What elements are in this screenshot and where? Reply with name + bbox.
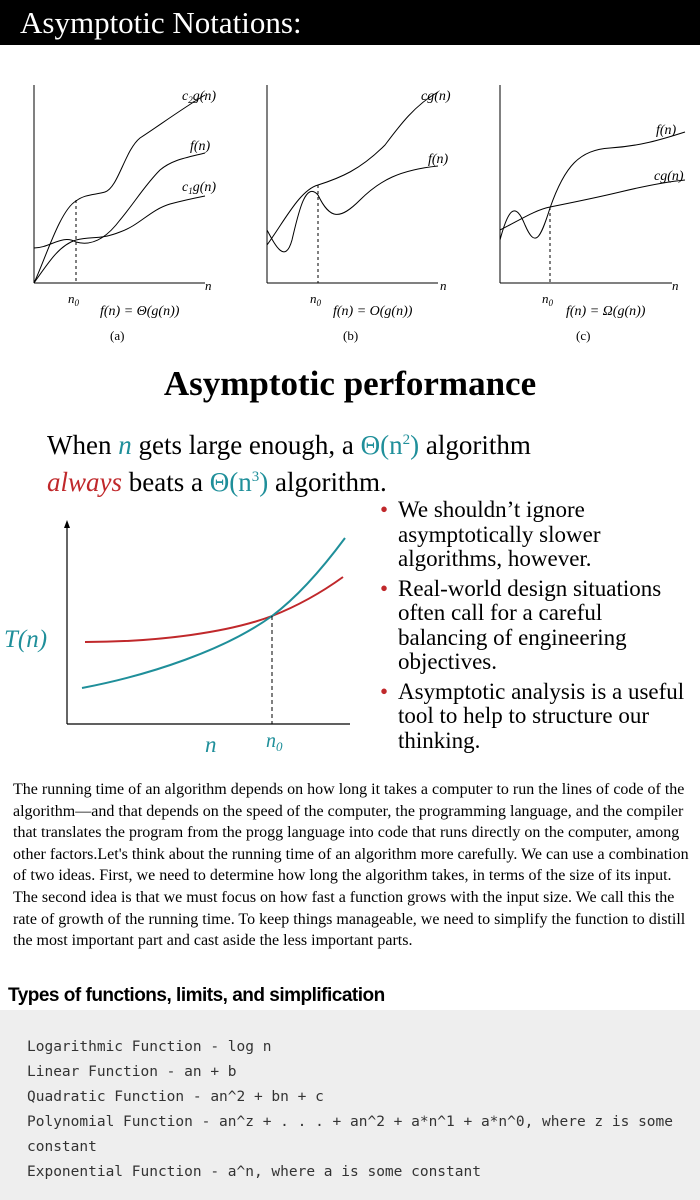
graph-a-f-curve xyxy=(34,153,205,248)
performance-statement: When n gets large enough, a $\Theta(n^2)$ algorithm always beats a $\Theta(n^3)$ algorithm. xyxy=(47,430,531,497)
graph-c-cg-curve xyxy=(500,180,685,230)
bullet-item: • Real-world design situations often call for a careful balancing of engineering objectives. xyxy=(378,577,696,675)
graph-b-label-n: n xyxy=(440,278,447,293)
graph-omega xyxy=(500,85,685,343)
graph-b-cg-curve xyxy=(267,92,438,245)
notation-graphs-svg xyxy=(0,70,700,360)
graph-c-formula: f(n) = Ω(g(n)) xyxy=(566,304,646,319)
graph-theta xyxy=(34,85,216,343)
graph-a-c1g-curve xyxy=(34,196,205,283)
growth-comparison-graph xyxy=(0,510,370,760)
bullet-item: • We shouldn’t ignore asymptotically slower algorithms, however. xyxy=(378,498,696,572)
tgraph-y-label: T(n) xyxy=(4,626,48,653)
graph-b-f-curve xyxy=(267,166,438,252)
graph-c-f-curve xyxy=(500,132,685,240)
tgraph-n3-curve xyxy=(82,538,345,688)
performance-bullets xyxy=(378,498,696,758)
graph-b-caption: (b) xyxy=(343,328,359,343)
graph-c-label-f: f(n) xyxy=(656,123,677,138)
graph-big-o xyxy=(267,85,451,343)
graph-b-formula: f(n) = O(g(n)) xyxy=(333,304,413,319)
graph-c-label-n0: $n_0$ xyxy=(542,291,553,308)
graph-c-label-n: n xyxy=(672,278,679,293)
tgraph-y-arrow xyxy=(64,520,70,528)
graph-b-label-f: f(n) xyxy=(428,152,449,167)
graph-a-c2g-curve xyxy=(34,95,205,283)
code-line-quadratic: Quadratic Function - an^2 + bn + c xyxy=(27,1089,324,1105)
graph-a-formula: f(n) = Θ(g(n)) xyxy=(100,304,180,319)
graph-a-label-f: f(n) xyxy=(190,139,211,154)
graph-c-caption: (c) xyxy=(576,328,591,343)
code-line-exponential: Exponential Function - a^n, where a is some constant xyxy=(27,1164,481,1180)
graph-c-label-cg: cg(n) xyxy=(654,169,684,184)
code-line-linear: Linear Function - an + b xyxy=(27,1064,237,1080)
tgraph-n0-label: $n_0$ xyxy=(266,730,283,754)
graph-b-label-n0: $n_0$ xyxy=(310,291,321,308)
tgraph-x-label: n xyxy=(205,732,217,757)
graph-a-caption: (a) xyxy=(110,328,125,343)
graph-a-label-n0: $n_0$ xyxy=(68,291,79,308)
types-heading: Types of functions, limits, and simplification xyxy=(8,985,385,1006)
bullet-item: • Asymptotic analysis is a useful tool to help to structure our thinking. xyxy=(378,680,696,754)
code-line-polynomial: Polynomial Function - an^z + . . . + an^2 + a*n^1 + a*n^0, where z is some constant xyxy=(27,1114,682,1155)
page-title-bar xyxy=(0,0,700,45)
graph-b-label-cg: cg(n) xyxy=(421,89,451,104)
page-title: Asymptotic Notations: xyxy=(20,5,302,40)
graph-a-label-c1g: $c_1g(n)$ xyxy=(182,180,217,196)
graph-a-label-c2g: $c_2g(n)$ xyxy=(182,89,217,105)
code-line-logarithmic: Logarithmic Function - log n xyxy=(27,1039,272,1055)
graph-a-label-n: n xyxy=(205,278,212,293)
function-types-code-block xyxy=(0,1010,700,1200)
notation-graphs xyxy=(0,70,700,360)
running-time-paragraph: The running time of an algorithm depends on how long it takes a computer to run the lines of code of the algorithm—and that depends on the speed of the computer, the programming language, and the compiler that translates the program from the progg language into code that runs directly on the computer, among other factors.Let's think about the running time of an algorithm more carefully. We can use a combination of two ideas. First, we need to determine how long the algorithm takes, in terms of the size of its input. The second idea is that we must focus on how fast a function grows with the input size. We call this the rate of growth of the running time. To keep things manageable, we need to simplify the function to distill the most important part and cast aside the less important parts. xyxy=(13,781,689,950)
performance-heading: Asymptotic performance xyxy=(163,364,537,403)
